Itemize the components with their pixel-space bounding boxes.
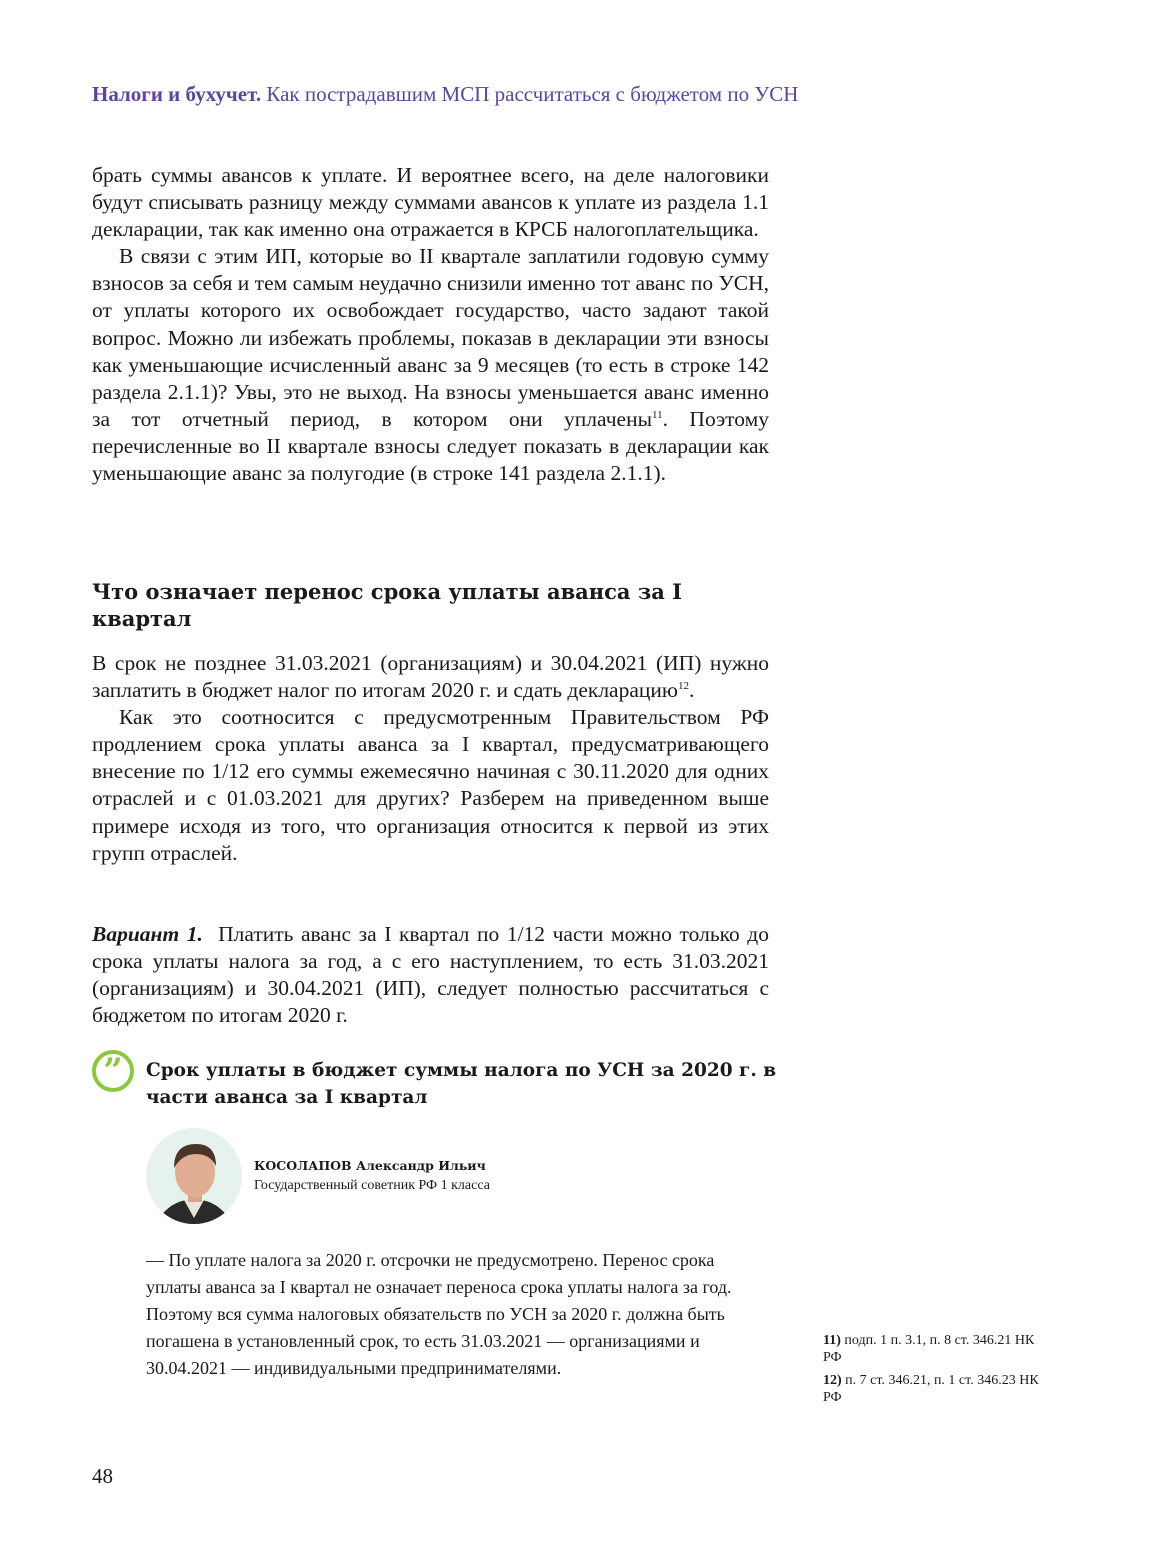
quote-icon: ” <box>92 1050 134 1092</box>
article-title: Как пострадавшим МСП рассчитаться с бюджетом по УСН <box>266 82 799 106</box>
footnote-number: 11) <box>823 1333 841 1348</box>
footnote-text: п. 7 ст. 346.21, п. 1 ст. 346.23 НК РФ <box>823 1373 1039 1405</box>
footnote-text: подп. 1 п. 3.1, п. 8 ст. 346.21 НК РФ <box>823 1333 1035 1365</box>
quote-heading: Срок уплаты в бюджет суммы налога по УСН за 2020 г. в части аванса за I квартал <box>146 1060 777 1108</box>
paragraph-text: . Поэтому перечисленные во II квартале взносы следует показать в декларации как уменьшающие аванс за полугодие (в строке 141 раздела 2.1.1). <box>92 406 769 486</box>
expert-role: Государственный советник РФ 1 класса <box>254 1178 490 1193</box>
expert-name: КОСОЛАПОВ Александр Ильич <box>254 1158 486 1173</box>
footnote-ref: 12 <box>677 679 689 692</box>
footnote <box>823 1372 1053 1406</box>
paragraph-text: Платить аванс за I квартал по 1/12 части можно только до срока уплаты налога за год, а с его наступлением, то есть 31.03.2021 (организациям) и 30.04.2021 (ИП), следует полностью рассчитаться с бюджетом по итогам 2020 г. <box>92 922 769 1028</box>
footnote <box>823 1332 1053 1366</box>
body-text-2 <box>92 650 769 867</box>
paragraph-text: В связи с этим ИП, которые во II квартале заплатили годовую сумму взносов за себя и тем самым неудачно снизили именно тот аванс по УСН, от уплаты которого их освобождает государство, часто задают такой вопрос. Можно ли избежать проблемы, показав в декларации эти взносы как уменьшающие исчисленный аванс за 9 месяцев (то есть в строке 142 раздела 2.1.1)? Увы, это не выход. На взносы уменьшается аванс именно за тот отчетный период, в котором они уплачены <box>92 244 769 431</box>
footnote-ref: 11 <box>652 408 663 421</box>
page-number: 48 <box>92 1464 113 1488</box>
paragraph: брать суммы авансов к уплате. И вероятнее всего, на деле налоговики будут списывать разницу между суммами авансов к уплате из раздела 1.1 декларации, так как именно она отражается в КРСБ налогоплательщика. <box>92 163 769 242</box>
paragraph-text: В срок не позднее 31.03.2021 (организациям) и 30.04.2021 (ИП) нужно заплатить в бюджет налог по итогам 2020 г. и сдать декларацию <box>92 651 769 703</box>
quote-text: — По уплате налога за 2020 г. отсрочки не предусмотрено. Перенос срока уплаты аванса за I квартал не означает переноса срока уплаты налога за год. Поэтому вся сумма налоговых обязательств по УСН за 2020 г. должна быть погашена в установленный срок, то есть 31.03.2021 — организациями и 30.04.2021 — индивидуальными предпринимателями. <box>146 1250 732 1378</box>
variant-label: Вариант 1. <box>92 922 203 946</box>
paragraph <box>92 921 769 1029</box>
paragraph-text: . <box>688 678 695 703</box>
body-text-1 <box>92 162 769 487</box>
running-header <box>92 82 798 107</box>
section-name: Налоги и бухучет. <box>92 82 262 106</box>
expert-photo <box>146 1128 242 1224</box>
variant-paragraph <box>92 921 769 1029</box>
paragraph <box>92 650 769 704</box>
footnote-number: 12) <box>823 1373 842 1388</box>
section-heading: Что означает перенос срока уплаты аванса за I квартал <box>92 579 682 631</box>
paragraph: Как это соотносится с предусмотренным Правительством РФ продлением срока уплаты аванса за I квартал, предусматривающего внесение по 1/12 его суммы ежемесячно начиная с 30.11.2020 для одних отраслей и с 01.03.2021 для других? Разберем на приведенном выше примере исходя из того, что организация относится к первой из этих групп отраслей. <box>92 705 769 865</box>
paragraph <box>92 243 769 487</box>
